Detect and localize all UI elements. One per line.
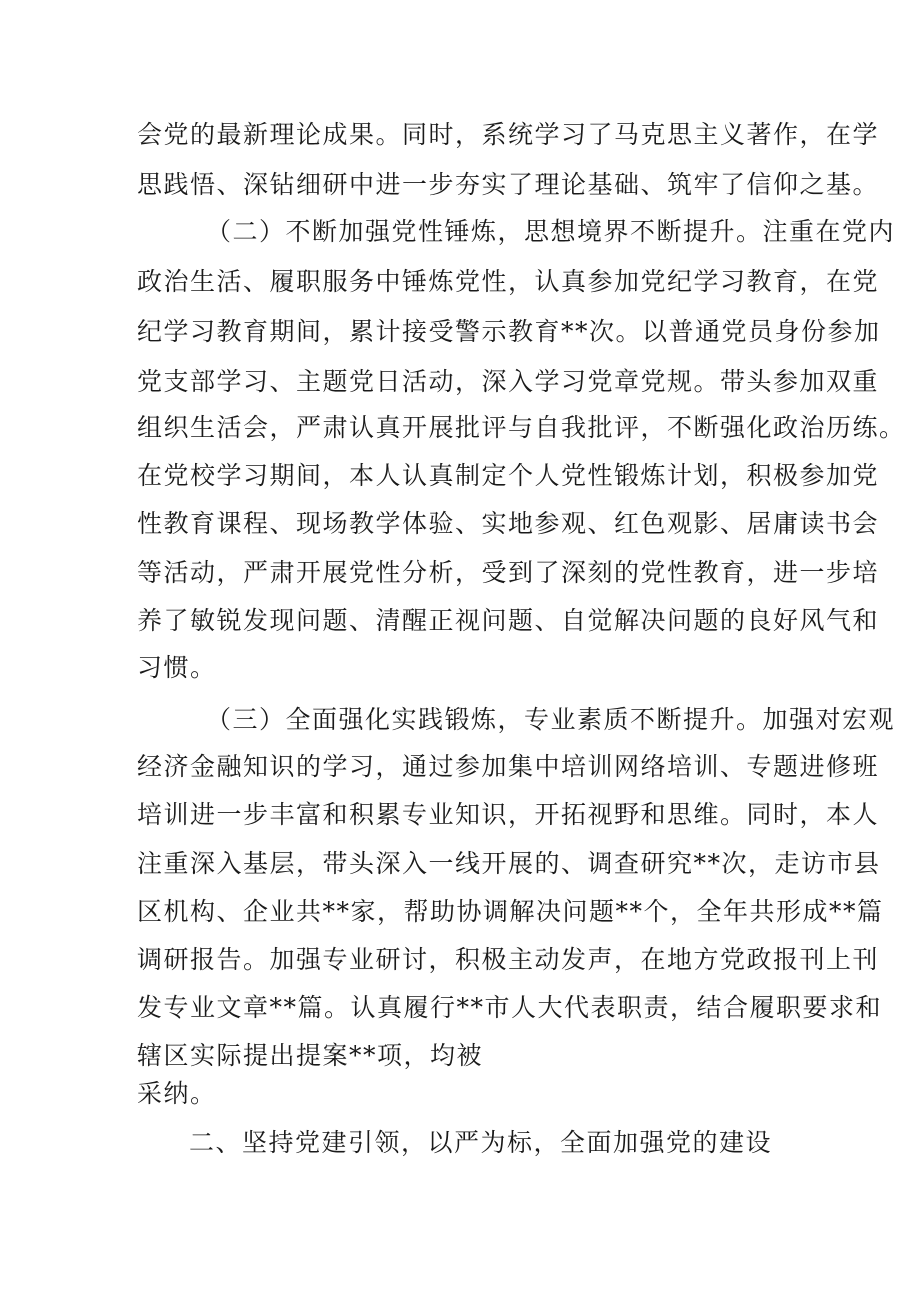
text-line: 性教育课程、现场教学体验、实地参观、红色观影、居庸读书会 — [137, 509, 880, 538]
text-line: 养了敏锐发现问题、清醒正视问题、自觉解决问题的良好风气和 — [137, 606, 880, 635]
text-line: 采纳。 — [137, 1079, 217, 1108]
section-heading: 二、坚持党建引领，以严为标，全面加强党的建设 — [189, 1128, 773, 1157]
text-line: 习惯。 — [137, 653, 217, 682]
text-line: 在党校学习期间，本人认真制定个人党性锻炼计划，积极参加党 — [137, 461, 880, 490]
text-line: （二）不断加强党性锤炼，思想境界不断提升。注重在党内 — [206, 217, 896, 246]
text-line: （三）全面强化实践锻炼，专业素质不断提升。加强对宏观 — [206, 705, 896, 734]
text-line: 等活动，严肃开展党性分析，受到了深刻的党性教育，进一步培 — [137, 558, 880, 587]
text-line: 党支部学习、主题党日活动，深入学习党章党规。带头参加双重 — [137, 367, 880, 396]
text-line: 组织生活会，严肃认真开展批评与自我批评，不断强化政治历练。 — [137, 413, 906, 442]
text-line: 发专业文章**篇。认真履行**市人大代表职责，结合履职要求和 — [137, 993, 883, 1022]
text-line: 经济金融知识的学习，通过参加集中培训网络培训、专题进修班 — [137, 752, 880, 781]
text-line: 会党的最新理论成果。同时，系统学习了马克思主义著作，在学 — [137, 120, 880, 149]
text-line: 纪学习教育期间，累计接受警示教育**次。以普通党员身份参加 — [137, 317, 881, 346]
text-line: 政治生活、履职服务中锤炼党性，认真参加党纪学习教育，在党 — [137, 267, 880, 296]
text-line: 调研报告。加强专业研讨，积极主动发声，在地方党政报刊上刊 — [137, 945, 880, 974]
text-line: 注重深入基层，带头深入一线开展的、调查研究**次，走访市县 — [137, 849, 881, 878]
text-line: 思践悟、深钻细研中进一步夯实了理论基础、筑牢了信仰之基。 — [137, 170, 880, 199]
text-line: 培训进一步丰富和积累专业知识，开拓视野和思维。同时，本人 — [137, 800, 880, 829]
text-line: 辖区实际提出提案**项，均被 — [137, 1041, 484, 1070]
text-line: 区机构、企业共**家，帮助协调解决问题**个，全年共形成**篇 — [137, 897, 884, 926]
